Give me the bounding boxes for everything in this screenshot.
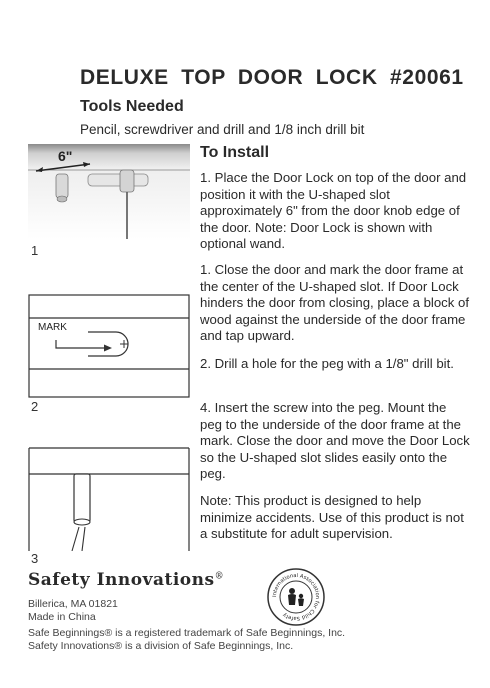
trademark-line-2: Safety Innovations® is a division of Safe Beginnings, Inc. <box>28 640 294 652</box>
safety-note: Note: This product is designed to help minimize accidents. Use of this product is not a substitute for adult supervision. <box>200 493 464 542</box>
install-step-3: 2. Drill a hole for the peg with a 1/8" drill bit. <box>200 356 454 371</box>
page-title: DELUXE TOP DOOR LOCK #20061 <box>80 66 464 89</box>
brand-name-text: Safety Innovations <box>28 570 215 590</box>
install-step-2: 1. Close the door and mark the door frame at the center of the U-shaped slot. If Door Lock hinders the door from closing, place a block of wood against the underside of the door frame and tap upward. <box>200 262 470 344</box>
address-line-1: Billerica, MA 01821 <box>28 598 118 610</box>
mark-label: MARK <box>38 322 67 333</box>
trademark-line-1: Safe Beginnings® is a registered trademark of Safe Beginnings, Inc. <box>28 627 346 639</box>
figure-1-door-lock-photo <box>28 144 190 239</box>
tools-needed-text: Pencil, screwdriver and drill and 1/8 inch drill bit <box>80 122 365 137</box>
seal-text: International Association for Child Safety <box>271 572 321 622</box>
address-line-2: Made in China <box>28 611 96 623</box>
figure-3-peg-diagram <box>28 447 190 551</box>
install-step-4: 4. Insert the screw into the peg. Mount the peg to the underside of the door frame at the mark. Close the door and move the Door Lock so the U-shaped slot slides easily onto the peg. <box>200 400 470 482</box>
figure-1-number: 1 <box>31 243 39 258</box>
measurement-label: 6" <box>58 148 73 164</box>
registered-mark: ® <box>214 571 225 582</box>
figure-3-number: 3 <box>31 551 39 566</box>
brand-name <box>28 570 224 590</box>
figure-2-number: 2 <box>31 399 39 414</box>
child-safety-seal-logo <box>266 567 326 627</box>
install-step-1: 1. Place the Door Lock on top of the door and position it with the U-shaped slot approximately 6" from the door knob edge of the door. Note: Door Lock is shown with optional wand. <box>200 170 467 252</box>
figure-2-mark-diagram <box>28 294 190 398</box>
to-install-heading: To Install <box>200 144 270 161</box>
tools-needed-heading: Tools Needed <box>80 98 184 115</box>
